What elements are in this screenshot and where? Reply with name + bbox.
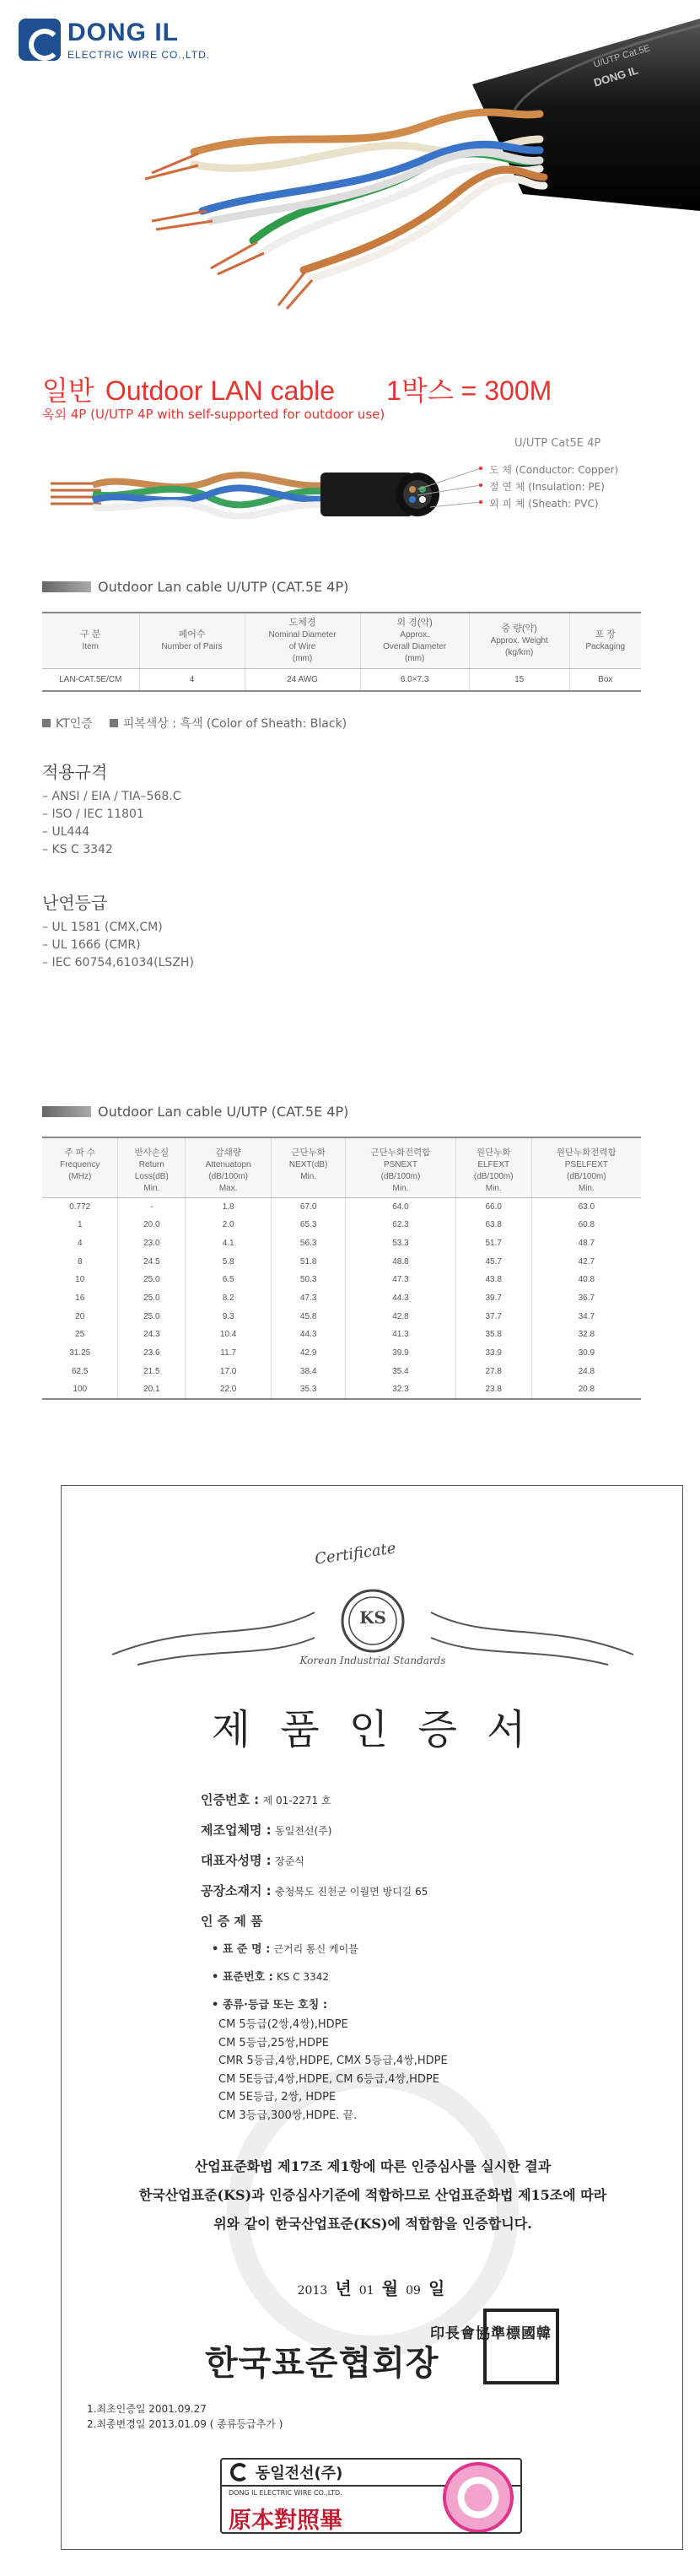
spec2-cell: 62.3 xyxy=(346,1216,456,1234)
spec2-cell: 24.5 xyxy=(118,1252,186,1271)
spec2-cell: 35.3 xyxy=(272,1380,346,1399)
seal-icon: 韓國標準協會長印 xyxy=(483,2309,559,2384)
cert-body-line: 산업표준화법 제17조 제1항에 따른 인증심사를 실시한 결과 xyxy=(194,2158,552,2174)
spec2-cell: 0.772 xyxy=(42,1197,118,1216)
spec2-cell: 21.5 xyxy=(118,1362,186,1380)
spec2-cell: 42.7 xyxy=(578,1256,595,1266)
list-item: – ANSI / EIA / TIA–568.C xyxy=(42,790,181,803)
cert-field: 인증번호 : 제 01-2271 호 xyxy=(201,1792,331,1807)
cert-script-top: Certificate xyxy=(314,1539,397,1569)
table-row xyxy=(42,1326,641,1344)
spec1-table xyxy=(42,612,641,692)
cert-field: 공장소재지 : 충청북도 진천군 이월면 방디길 65 xyxy=(201,1883,428,1898)
spec2-cell: 42.9 xyxy=(272,1344,346,1363)
standards-list xyxy=(42,764,181,859)
spec2-cell: 8 xyxy=(42,1252,118,1271)
spec2-cell: 25.0 xyxy=(118,1307,186,1326)
cert-field: 제조업체명 : 동일전선(주) xyxy=(201,1823,332,1838)
cert-pfield: • 종류·등급 또는 호칭 : xyxy=(212,1999,328,2012)
spec2-cell: 39.7 xyxy=(455,1289,531,1308)
spec2-cell: 44.3 xyxy=(346,1289,456,1308)
spec2-cell: 20.8 xyxy=(531,1380,641,1399)
spec2-cell: 33.9 xyxy=(455,1344,531,1363)
grade-item: CM 5E등급,4쌍,HDPE, CM 6등급,4쌍,HDPE xyxy=(218,2072,439,2086)
spec2-cell: 1 xyxy=(42,1216,118,1234)
list-item: – UL 1581 (CMX,CM) xyxy=(42,921,163,934)
spec2-cell: 37.7 xyxy=(455,1307,531,1326)
spec2-th: 반사손실 Return Loss(dB) Min. xyxy=(118,1137,186,1197)
grade-item: CM 3등급,300쌍,HDPE. 끝. xyxy=(218,2109,358,2122)
spec2-cell: 20.1 xyxy=(118,1380,186,1399)
spec1-th: 포 장 Packaging xyxy=(569,613,641,669)
table-row xyxy=(42,1307,641,1326)
spec2-cell: 23.0 xyxy=(118,1234,186,1253)
spec2-cell: 100 xyxy=(42,1380,118,1399)
spec2-cell: 62.5 xyxy=(42,1362,118,1380)
spec2-cell: 53.3 xyxy=(346,1234,456,1253)
spec1-cell: 24 AWG xyxy=(245,669,360,691)
spec2-cell: 48.8 xyxy=(346,1252,456,1271)
spec2-cell: 5.8 xyxy=(186,1252,272,1271)
spec2-cell: 32.3 xyxy=(346,1380,456,1399)
list-item: – UL 1666 (CMR) xyxy=(42,938,141,952)
spec2-cell: 67.0 xyxy=(272,1197,346,1216)
spec1-heading xyxy=(42,579,348,595)
spec2-cell: 17.0 xyxy=(186,1362,272,1380)
spec2-cell: 25.0 xyxy=(118,1271,186,1289)
spec2-table xyxy=(42,1137,641,1400)
spec2-cell: 32.8 xyxy=(578,1330,595,1340)
cert-fields xyxy=(201,1785,428,1937)
square-bullet-icon xyxy=(110,719,118,727)
spec2-cell: - xyxy=(118,1197,186,1216)
spec2-cell: 66.0 xyxy=(455,1197,531,1216)
spec1-cell: LAN-CAT.5E/CM xyxy=(42,669,139,691)
hero-banner xyxy=(0,0,700,338)
spec2-cell: 9.3 xyxy=(186,1307,272,1326)
table-row xyxy=(42,1289,641,1308)
legend-insulation: 절 연 체 (Insulation: PE) xyxy=(489,481,605,493)
table-row xyxy=(42,1216,641,1234)
cert-body-line: 위와 같이 한국산업표준(KS)에 적합함을 인증합니다. xyxy=(213,2216,532,2232)
cable-print-1: U/UTP Cat.5E xyxy=(592,43,652,70)
spec1-cell: Box xyxy=(569,669,641,691)
grade-item: CM 5E등급, 2쌍, HDPE xyxy=(218,2091,337,2103)
stamp-logo-icon xyxy=(230,2463,249,2481)
table-row xyxy=(42,1197,641,1216)
spec2-cell: 24.8 xyxy=(578,1366,595,1376)
grade-item: CMR 5등급,4쌍,HDPE, CMX 5등급,4쌍,HDPE xyxy=(218,2055,448,2067)
spec1-heading-text: Outdoor Lan cable U/UTP (CAT.5E 4P) xyxy=(98,579,349,595)
cert-body xyxy=(62,2152,684,2238)
cert-issuer: 한국표준협회장 xyxy=(205,2343,439,2383)
diagram-legend xyxy=(489,462,618,512)
legend-conductor: 도 체 (Conductor: Copper) xyxy=(489,464,619,476)
spec2-cell: 43.8 xyxy=(455,1271,531,1289)
spec2-heading xyxy=(42,1104,348,1120)
table-row xyxy=(42,1362,641,1380)
spec2-cell: 16 xyxy=(42,1289,118,1308)
spec2-cell: 42.8 xyxy=(346,1307,456,1326)
diagram-title: U/UTP Cat5E 4P xyxy=(514,437,601,450)
spec2-cell: 4.1 xyxy=(186,1234,272,1253)
title-kr: 일반 xyxy=(42,375,94,406)
spec2-th: 근단누화 NEXT(dB) Min. xyxy=(272,1137,346,1197)
spec2-th: 원단누화 ELFEXT (dB/100m) Min. xyxy=(455,1137,531,1197)
logo-mark-icon xyxy=(19,19,61,61)
cable-print-2: DONG IL xyxy=(592,63,640,89)
spec2-cell: 51.7 xyxy=(455,1234,531,1253)
spec2-cell: 41.3 xyxy=(346,1326,456,1344)
pink-seal-icon xyxy=(443,2462,514,2533)
spec2-cell: 30.9 xyxy=(578,1348,595,1358)
spec2-cell: 10.4 xyxy=(186,1326,272,1344)
stamp-original: 原本對照畢 xyxy=(229,2508,342,2534)
spec2-cell: 45.8 xyxy=(272,1307,346,1326)
flame-list xyxy=(42,894,194,972)
spec2-cell: 8.2 xyxy=(186,1289,272,1308)
certificate xyxy=(61,1485,683,2550)
spec1-cell: 6.0×7.3 xyxy=(360,669,469,691)
spec2-cell: 1.8 xyxy=(186,1197,272,1216)
standards-heading: 적용규격 xyxy=(42,762,108,782)
list-item: – UL444 xyxy=(42,825,90,839)
cert-product-fields xyxy=(212,1936,358,2019)
spec1-th: 중 량(약) Approx. Weight (kg/km) xyxy=(469,613,569,669)
spec2-heading-text: Outdoor Lan cable U/UTP (CAT.5E 4P) xyxy=(98,1104,349,1120)
spec2-cell: 10 xyxy=(42,1271,118,1289)
stamp-company-en: DONG IL ELECTRIC WIRE CO.,LTD. xyxy=(229,2489,342,2497)
spec2-cell: 6.5 xyxy=(186,1271,272,1289)
list-item: – IEC 60754,61034(LSZH) xyxy=(42,956,194,969)
spec2-cell: 38.4 xyxy=(272,1362,346,1380)
spec2-cell: 36.7 xyxy=(578,1293,595,1303)
brand-sub: ELECTRIC WIRE CO.,LTD. xyxy=(67,49,211,61)
spec2-cell: 23.6 xyxy=(118,1344,186,1363)
note-sheath: 피복색상 : 흑색 (Color of Sheath: Black) xyxy=(122,717,347,731)
spec2-cell: 24.3 xyxy=(118,1326,186,1344)
spec2-cell: 2.0 xyxy=(186,1216,272,1234)
spec2-cell: 48.7 xyxy=(578,1238,595,1248)
cert-field: 대표자성명 : 장준식 xyxy=(201,1853,304,1868)
product-title xyxy=(42,370,552,408)
table-row xyxy=(42,1252,641,1271)
history-item: 2.최종변경일 2013.01.09 ( 종류등급추가 ) xyxy=(87,2418,283,2430)
spec1-th: 페어수 Number of Pairs xyxy=(139,613,245,669)
spec2-cell: 4 xyxy=(42,1234,118,1253)
spec2-cell: 25 xyxy=(42,1326,118,1344)
company-stamp xyxy=(220,2458,522,2534)
spec2-cell: 56.3 xyxy=(272,1234,346,1253)
cert-title: 제 품 인 증 서 xyxy=(211,1706,535,1753)
table-row xyxy=(42,1234,641,1253)
cert-history xyxy=(87,2401,283,2432)
spec2-cell: 64.0 xyxy=(346,1197,456,1216)
spec2-cell: 44.3 xyxy=(272,1326,346,1344)
table-row xyxy=(42,1271,641,1289)
spec2-th: 근단누화전력합 PSNEXT (dB/100m) Min. xyxy=(346,1137,456,1197)
list-item: – KS C 3342 xyxy=(42,843,113,856)
spec2-cell: 22.0 xyxy=(186,1380,272,1399)
note-kt: KT인증 xyxy=(56,717,93,731)
spec2-cell: 45.7 xyxy=(455,1252,531,1271)
square-bullet-icon xyxy=(42,719,51,727)
ks-emblem-icon: KS xyxy=(359,1607,386,1628)
spec2-cell: 34.7 xyxy=(578,1311,595,1321)
history-item: 1.최초인증일 2001.09.27 xyxy=(87,2403,207,2415)
product-section xyxy=(0,338,700,1046)
spec2-cell: 11.7 xyxy=(186,1344,272,1363)
spec2-cell: 31.25 xyxy=(42,1344,118,1363)
spec2-cell: 40.8 xyxy=(578,1275,595,1285)
spec2-cell: 27.8 xyxy=(455,1362,531,1380)
spec2-cell: 51.8 xyxy=(272,1252,346,1271)
spec2-cell: 20.0 xyxy=(118,1216,186,1234)
spec2-cell: 47.3 xyxy=(272,1289,346,1308)
grade-item: CM 5등급(2쌍,4쌍),HDPE xyxy=(218,2018,348,2031)
title-box: 1박스 = 300M xyxy=(386,375,552,406)
spec2-cell: 35.8 xyxy=(455,1326,531,1344)
cert-script-bottom: Korean Industrial Standards xyxy=(299,1655,446,1666)
spec2-cell: 23.8 xyxy=(455,1380,531,1399)
title-en: Outdoor LAN cable xyxy=(105,375,336,406)
spec1-th: 구 분 Item xyxy=(42,613,139,669)
grade-item: CM 5등급,25쌍,HDPE xyxy=(218,2036,330,2049)
heading-bar-icon xyxy=(42,581,91,592)
brand-name: DONG IL xyxy=(67,19,179,46)
table-row xyxy=(42,1380,641,1399)
spec2-cell: 50.3 xyxy=(272,1271,346,1289)
spec2-cell: 65.3 xyxy=(272,1216,346,1234)
cert-body-line: 한국산업표준(KS)과 인증심사기준에 적합하므로 산업표준화법 제15조에 따라 xyxy=(138,2187,607,2203)
table-row xyxy=(42,1344,641,1363)
cert-date: 2013 년 01 월 09 일 xyxy=(297,2278,445,2298)
cert-product-heading: 인 증 제 품 xyxy=(201,1914,263,1929)
cert-grades xyxy=(218,2016,448,2125)
spec2-cell: 63.0 xyxy=(578,1202,595,1212)
product-subtitle: 옥외 4P (U/UTP 4P with self-supported for outdoor use) xyxy=(42,407,385,422)
cert-pfield: • 표준번호 : KS C 3342 xyxy=(212,1971,329,1984)
spec1-cell: 4 xyxy=(139,669,245,691)
spec1-cell: 15 xyxy=(469,669,569,691)
table-row xyxy=(42,669,641,691)
spec2-th: 주 파 수 Frequency (MHz) xyxy=(42,1137,118,1197)
spec2-cell: 39.9 xyxy=(346,1344,456,1363)
spec2-cell: 47.3 xyxy=(346,1271,456,1289)
heading-bar-icon xyxy=(42,1106,91,1117)
list-item: – ISO / IEC 11801 xyxy=(42,807,144,821)
spec1-notes xyxy=(42,715,347,732)
company-logo xyxy=(19,19,210,61)
spec2-cell: 35.4 xyxy=(346,1362,456,1380)
cert-pfield: • 표 준 명 : 근거리 통신 케이블 xyxy=(212,1943,358,1956)
spec1-th: 외 경(약) Approx. Overall Diameter (mm) xyxy=(360,613,469,669)
spec2-cell: 25.0 xyxy=(118,1289,186,1308)
spec2-cell: 20 xyxy=(42,1307,118,1326)
spec2-cell: 63.8 xyxy=(455,1216,531,1234)
spec2-cell: 60.8 xyxy=(578,1220,595,1230)
flame-heading: 난연등급 xyxy=(42,893,108,913)
spec2-th: 원단누화전력합 PSELFEXT (dB/100m) Min. xyxy=(531,1137,641,1197)
spec2-th: 감쇄량 Attenuatopn (dB/100m) Max. xyxy=(186,1137,272,1197)
stamp-company: 동일전선(주) xyxy=(256,2465,343,2482)
legend-sheath: 외 피 체 (Sheath: PVC) xyxy=(489,498,599,510)
spec1-th: 도체경 Nominal Diameter of Wire (mm) xyxy=(245,613,360,669)
